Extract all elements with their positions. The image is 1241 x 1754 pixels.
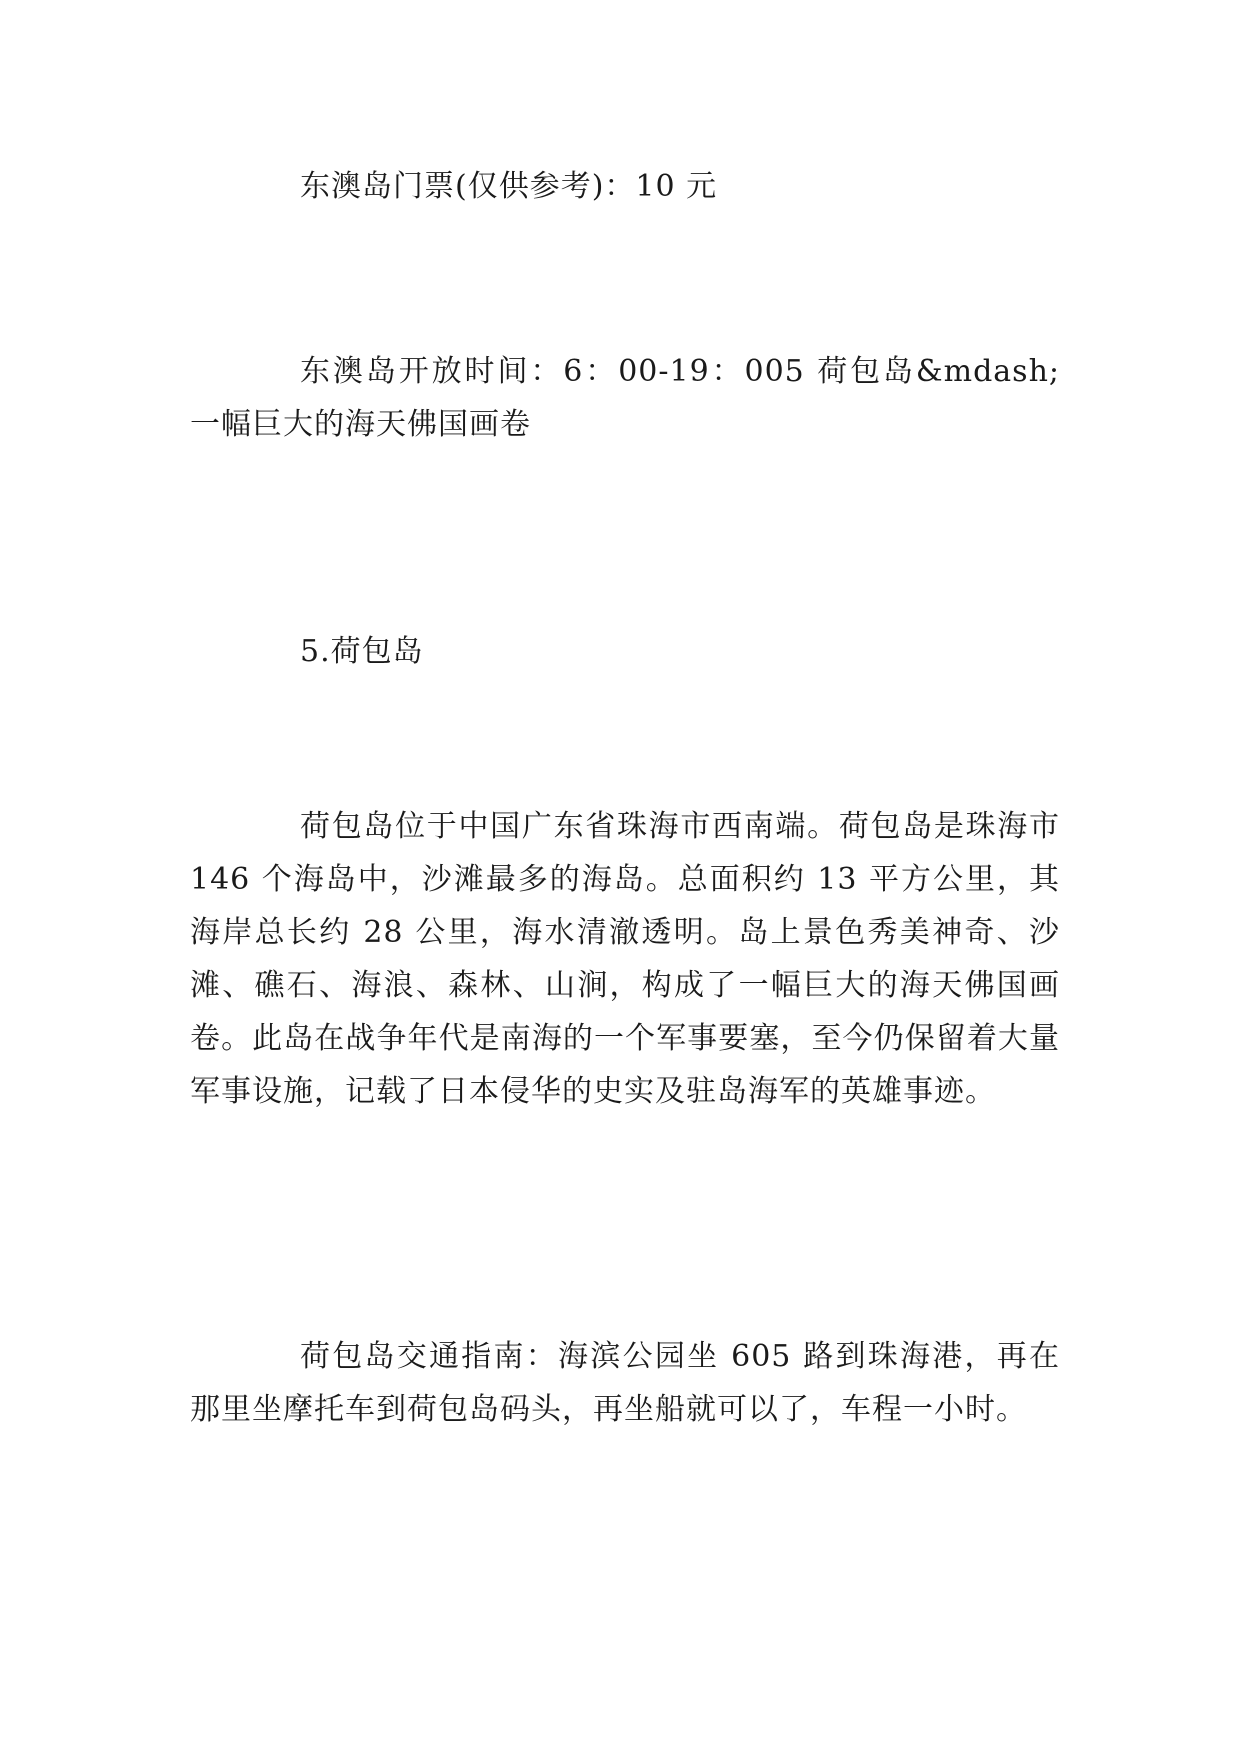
island-description-paragraph: 荷包岛位于中国广东省珠海市西南端。荷包岛是珠海市 146 个海岛中，沙滩最多的海岛。总面积约 13 平方公里，其海岸总长约 28 公里，海水清澈透明。岛上景色秀美神奇、沙滩、礁石、海浪、森林、山涧，构成了一幅巨大的海天佛国画卷。此岛在战争年代是南海的一个军事要塞，至今仍保留着大量军事设施，记载了日本侵华的史实及驻岛海军的英雄事迹。 [190, 809, 1060, 1109]
transport-guide-paragraph: 荷包岛交通指南：海滨公园坐 605 路到珠海港，再在那里坐摩托车到荷包岛码头，再坐船就可以了，车程一小时。 [190, 1339, 1060, 1427]
section-heading: 5.荷包岛 [300, 634, 424, 669]
opening-hours-paragraph: 东澳岛开放时间：6：00-19：005 荷包岛&mdash;一幅巨大的海天佛国画卷 [190, 354, 1060, 442]
ticket-price-paragraph: 东澳岛门票(仅供参考)：10 元 [300, 169, 718, 204]
